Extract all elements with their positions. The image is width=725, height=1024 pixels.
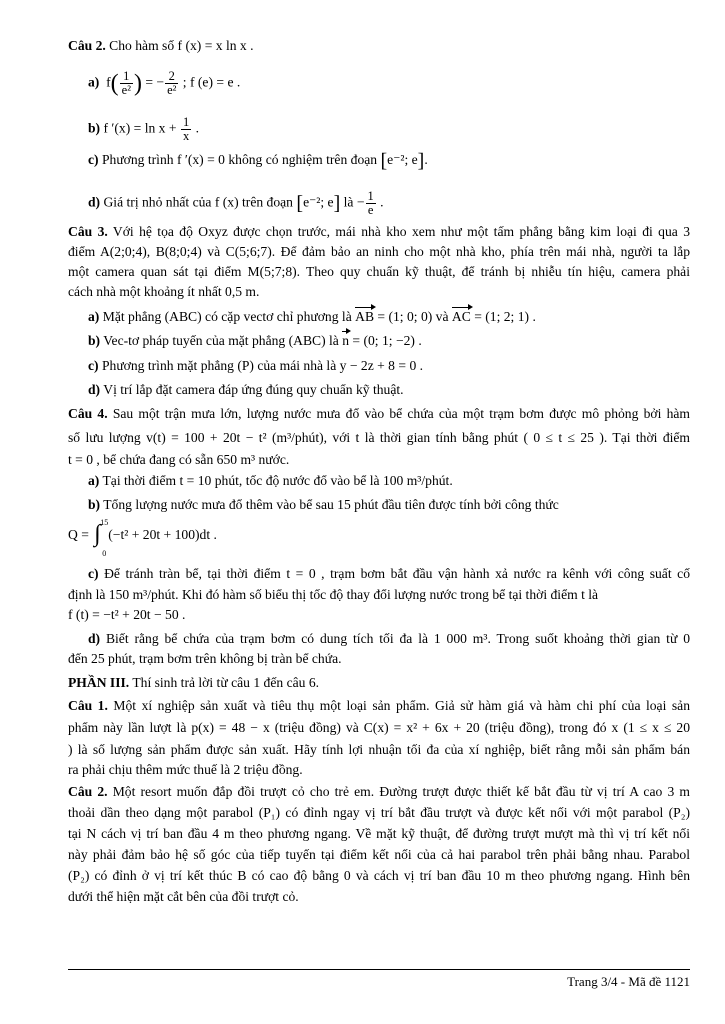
q2-d-text: Giá trị nhỏ nhất của f (x) trên đoạn <box>100 194 297 210</box>
q4-b-integrand: (−t² + 20t + 100)dt . <box>108 527 217 542</box>
q2-a-eq: = − <box>141 74 165 90</box>
q2-c-label: c) <box>88 152 99 167</box>
q2-d-interval: e⁻²; e <box>303 194 334 210</box>
q4-b-label: b) <box>88 497 101 512</box>
q4-b-integral <box>68 517 217 558</box>
q3-line-4: cách nhà một khoảng ít nhất 0,5 m. <box>68 284 260 299</box>
q2-a-f: f <box>106 74 111 90</box>
q2-a: a) f( $\frac{1}{\text{e²}}$ ) = − $\frac{2}{\text{e²}}$ ; f (e) = e . <box>88 69 241 97</box>
q2-text: Cho hàm số f (x) = x ln x . <box>105 38 254 53</box>
p3q1-line-2: phẩm này lần lượt là p(x) = 48 − x (triệu đồng) và C(x) = x² + 6x + 20 (triệu đồng), trong đó x (1 ≤ x ≤ 20 <box>68 720 690 735</box>
q2-d-tail: . <box>376 194 384 210</box>
q2-b-label: b) <box>88 120 101 136</box>
q2-a-label: a) <box>88 74 100 90</box>
integral-upper: 15 <box>100 517 109 527</box>
part3-text: Thí sinh trả lời từ câu 1 đến câu 6. <box>129 675 320 690</box>
p3q1-label: Câu 1. <box>68 698 108 713</box>
q2-d-label: d) <box>88 194 101 210</box>
p3q2-line-6: dưới thể hiện mặt cắt bên của đồi trượt cỏ. <box>68 889 299 904</box>
q3-a-v2val: = (1; 2; 1) . <box>470 309 536 324</box>
q4-c-line-2: định là 150 m³/phút. Khi đó hàm số biểu thị tốc độ thay đổi lượng nước trong bể tại thời điểm t là <box>68 587 599 602</box>
vector-n: n <box>342 333 350 348</box>
q2-c-text: Phương trình f ′(x) = 0 không có nghiệm trên đoạn <box>98 152 381 167</box>
q4-c-label: c) <box>88 566 99 581</box>
q2-a-frac2: $\frac{2}{\text{e²}}$ <box>167 69 177 97</box>
p3q1-line-4: ra phải chịu thêm mức thuế là 2 triệu đồng. <box>68 762 303 777</box>
p3q1-line-3: ) là số lượng sản phẩm được sản xuất. Hãy tính lợi nhuận tối đa của xí nghiệp, biết rằng mỗi sản phẩm bán <box>68 742 690 757</box>
q2-b <box>88 116 199 143</box>
q4-d-line-1 <box>68 631 690 647</box>
q4-d-line-2: đến 25 phút, trạm bơm trên không bị tràn bể chứa. <box>68 651 342 666</box>
q2-a-tail: ; f (e) = e . <box>179 74 241 90</box>
q3-line-1 <box>68 224 690 240</box>
q4-text-1: Sau một trận mưa lớn, lượng nước mưa đổ vào bể chứa của một trạm bơm được mô phỏng bởi hàm <box>107 406 690 421</box>
q3-c-label: c) <box>88 358 99 373</box>
p3q1-line-1 <box>68 698 690 714</box>
q3-b-label: b) <box>88 333 101 348</box>
q2-b-text: f ′(x) = ln x + <box>100 120 180 136</box>
q3-a-v1val: = (1; 0; 0) và <box>374 309 452 324</box>
q4-label: Câu 4. <box>68 406 108 421</box>
q4-c-text-1: Để tránh tràn bể, tại thời điểm t = 0 , trạm bơm bắt đầu vận hành xả nước ra kênh với công suất cố <box>98 566 690 581</box>
p3q2-line-2: thoải dần theo dạng một parabol (P₁) có đỉnh ngay vị trí bắt đầu trượt và được kết nối với một parabol (P₂) <box>68 805 690 820</box>
q3-b <box>88 333 422 349</box>
p3q2-text-1: Một resort muốn đắp đồi trượt cỏ cho trẻ em. Đường trượt được thiết kế bắt đầu từ vị trí A cao 3 m <box>107 784 690 799</box>
q4-b <box>88 497 559 513</box>
q2-c-interval: e⁻²; e <box>387 152 418 167</box>
q2-a-frac: $\frac{1}{\text{e²}}$ <box>121 69 131 97</box>
q2-c-tail: . <box>424 152 428 167</box>
q2-label: Câu 2. <box>68 38 106 53</box>
p3q2-line-4: này phải đảm bảo hệ số góc của tiếp tuyến tại điểm kết nối của cả hai parabol trên phải bằng nhau. Parabol <box>68 847 690 862</box>
p3q2-label: Câu 2. <box>68 784 108 799</box>
q4-line-2: số lưu lượng v(t) = 100 + 20t − t² (m³/phút), với t là thời gian tính bằng phút ( 0 ≤ t ≤ 25 ). Tại thời điểm <box>68 430 690 445</box>
q3-b-text: Vec-tơ pháp tuyến của mặt phẳng (ABC) là <box>100 333 343 348</box>
q4-d-text-1: Biết rằng bể chứa của trạm bơm có dung tích tối đa là 1 000 m³. Trong suốt khoảng thời gian từ 0 <box>100 631 690 646</box>
q3-a-label: a) <box>88 309 100 324</box>
q4-d-label: d) <box>88 631 101 646</box>
q3-text-1: Với hệ tọa độ Oxyz được chọn trước, mái nhà kho xem như một tấm phẳng bằng kim loại đi qua 3 <box>107 224 690 239</box>
q2-d-frac: $\frac{1}{e}$ <box>367 189 374 217</box>
q4-a <box>88 473 453 489</box>
part3-label: PHẦN III. <box>68 675 130 690</box>
q3-label: Câu 3. <box>68 224 108 239</box>
q2-d: d) Giá trị nhỏ nhất của f (x) trên đoạn [e⁻²; e] là − $\frac{1}{e}$ . <box>88 189 384 217</box>
footer-divider <box>68 969 690 970</box>
p3q1-text-1: Một xí nghiệp sản xuất và tiêu thụ một loại sản phẩm. Giả sử hàm giá và hàm chi phí của loại sản <box>107 698 690 713</box>
q4-a-text: Tại thời điểm t = 10 phút, tốc độ nước đổ vào bể là 100 m³/phút. <box>99 473 453 488</box>
p3q2-line-1 <box>68 784 690 800</box>
vector-ac: AC <box>451 309 471 324</box>
p3q2-line-3: tại N cách vị trí ban đầu 4 m theo phương ngang. Về mặt kỹ thuật, để đường trượt mượt mà thì vị trí kết nối <box>68 826 690 841</box>
q3-d-text: Vị trí lắp đặt camera đáp ứng đúng quy chuẩn kỹ thuật. <box>100 382 404 397</box>
q2-d-mid: là − <box>340 194 365 210</box>
q4-c-line-1 <box>68 566 690 582</box>
integral-sign: ∫ 15 0 <box>92 528 108 544</box>
q3-a-text: Mặt phẳng (ABC) có cặp vectơ chỉ phương là <box>99 309 356 324</box>
q4-b-text: Tổng lượng nước mưa đổ thêm vào bể sau 15 phút đầu tiên được tính bởi công thức <box>100 497 559 512</box>
page-footer: Trang 3/4 - Mã đề 1121 <box>567 974 690 989</box>
q4-a-label: a) <box>88 473 100 488</box>
q3-a <box>88 309 536 325</box>
q4-c-line-3: f (t) = −t² + 20t − 50 . <box>68 607 186 622</box>
q3-b-val: = (0; 1; −2) . <box>349 333 422 348</box>
q2-b-frac: $\frac{1}{x}$ <box>182 115 190 143</box>
p3q2-line-5: (P₂) có đỉnh ở vị trí kết thúc B có cao độ bằng 0 và cách vị trí ban đầu 10 m theo phương ngang. Hình bên <box>68 868 690 883</box>
q4-line-1 <box>68 406 690 422</box>
part3-heading <box>68 675 319 691</box>
q3-d-label: d) <box>88 382 101 397</box>
q3-line-2: điểm A(2;0;4), B(8;0;4) và C(5;6;7). Để đảm bảo an ninh cho một nhà kho, phía trên mái nhà, người ta lắp <box>68 244 690 259</box>
q2-heading <box>68 38 254 54</box>
q3-d <box>88 382 404 398</box>
q2-c: c) Phương trình f ′(x) = 0 không có nghiệm trên đoạn [e⁻²; e]. <box>88 149 428 172</box>
q4-line-3: t = 0 , bể chứa đang có sẵn 650 m³ nước. <box>68 452 290 467</box>
q3-line-3: một camera quan sát tại điểm M(5;7;8). Theo quy chuẩn kỹ thuật, để tránh bị nhiễu tín hiệu, camera phải <box>68 264 690 279</box>
q2-b-tail: . <box>192 120 199 136</box>
q3-c-text: Phương trình mặt phẳng (P) của mái nhà là y − 2z + 8 = 0 . <box>98 358 424 373</box>
q4-b-Q: Q = <box>68 527 93 542</box>
q3-c <box>88 358 423 374</box>
vector-ab: AB <box>355 309 375 324</box>
integral-lower: 0 <box>102 548 107 558</box>
